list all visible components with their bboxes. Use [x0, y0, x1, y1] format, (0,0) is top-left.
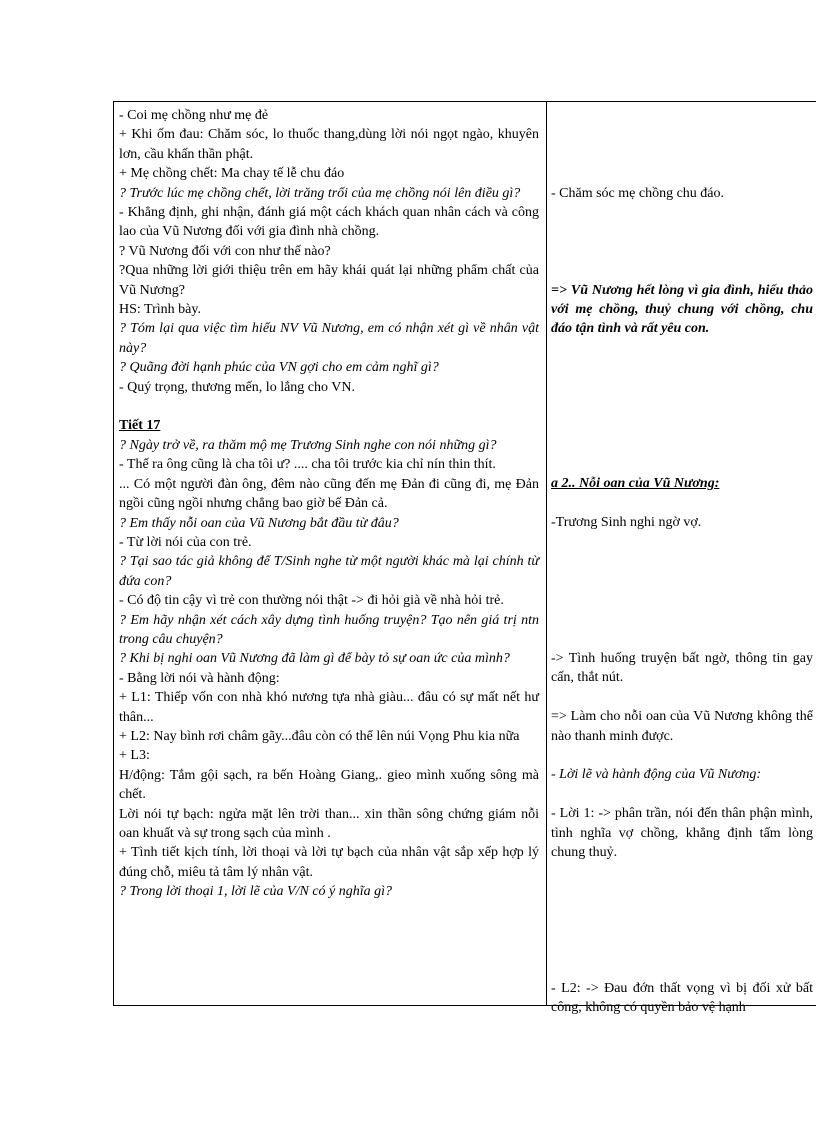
- blank-line: [119, 397, 539, 416]
- text-line: - Bằng lời nói và hành động:: [119, 670, 280, 686]
- blank-line: [551, 145, 813, 164]
- column-divider: [546, 102, 547, 1005]
- blank-line: [551, 397, 813, 416]
- question-line: ? Khi bị nghi oan Vũ Nương đã làm gì để bày tỏ sự oan ức của mình?: [119, 651, 510, 667]
- blank-line: [551, 882, 813, 901]
- blank-line: [551, 106, 813, 125]
- blank-line: [551, 940, 813, 959]
- text-line: + L1: Thiếp vốn con nhà khó nương tựa nhà giàu... đâu có sự mất nết hư thân...: [119, 690, 539, 725]
- blank-line: [551, 630, 813, 649]
- text-line: - Quý trọng, thương mến, lo lắng cho VN.: [119, 379, 355, 395]
- blank-line: [551, 358, 813, 377]
- text-line: - Từ lời nói của con trẻ.: [119, 534, 252, 550]
- lesson-heading: Tiết 17: [119, 418, 161, 434]
- blank-line: [551, 378, 813, 397]
- blank-line: [551, 455, 813, 474]
- subheading-line: - Lời lẽ và hành động của Vũ Nương:: [551, 767, 761, 783]
- question-line: ? Em hãy nhận xét cách xây dựng tình huống truyện? Tạo nên giá trị ntn trong câu chuyện?: [119, 612, 539, 647]
- question-line: ? Tại sao tác giả không để T/Sinh nghe từ một người khác mà lại chính từ đứa con?: [119, 554, 539, 589]
- text-line: ... Có một người đàn ông, đêm nào cũng đến mẹ Đản đi cũng đi, mẹ Đản ngồi cũng ngồi nhưng chẳng bao giờ bế Đản cả.: [119, 476, 539, 512]
- blank-line: [551, 746, 813, 765]
- text-line: + L3:: [119, 748, 150, 764]
- blank-line: [551, 222, 813, 241]
- text-line: - Lời 1: -> phân trần, nói đến thân phận mình, tình nghĩa vợ chồng, khẳng định tấm lòng chung thuỷ.: [551, 806, 813, 861]
- right-column: [551, 106, 813, 1018]
- text-line: - Chăm sóc mẹ chồng chu đáo.: [551, 185, 725, 201]
- text-line: - Thế ra ông cũng là cha tôi ư? .... cha tôi trước kia chỉ nín thin thít.: [119, 457, 496, 473]
- blank-line: [551, 688, 813, 707]
- blank-line: [551, 339, 813, 358]
- blank-line: [551, 125, 813, 144]
- question-line: ? Trước lúc mẹ chồng chết, lời trăng trối của mẹ chồng nói lên điều gì?: [119, 185, 521, 201]
- text-line: + L2: Nay bình rơi châm gãy...đâu còn có thể lên núi Vọng Phu kia nữa: [119, 728, 520, 744]
- blank-line: [551, 533, 813, 552]
- blank-line: [551, 261, 813, 280]
- text-line: - L2: -> Đau đớn thất vọng vì bị đối xử bất công, không có quyền bảo vệ hạnh: [551, 980, 813, 1016]
- text-line: ? Vũ Nương đối với con như thế nào?: [119, 243, 331, 259]
- blank-line: [551, 242, 813, 261]
- question-line: ? Tóm lại qua việc tìm hiểu NV Vũ Nương, em có nhận xét gì về nhân vật này?: [119, 321, 539, 356]
- text-line: ?Qua những lời giới thiệu trên em hãy khái quát lại những phẩm chất của Vũ Nương?: [119, 263, 539, 298]
- blank-line: [551, 416, 813, 435]
- blank-line: [551, 164, 813, 183]
- blank-line: [551, 785, 813, 804]
- blank-line: [551, 571, 813, 590]
- text-line: HS: Trình bày.: [119, 302, 201, 318]
- text-line: - Khẳng định, ghi nhận, đánh giá một cách khách quan nhân cách và công lao của Vũ Nương đối với gia đình nhà chồng.: [119, 205, 539, 240]
- question-line: ? Em thấy nỗi oan của Vũ Nương bắt đầu từ đâu?: [119, 515, 399, 531]
- question-line: ? Trong lời thoại 1, lời lẽ của V/N có ý nghĩa gì?: [119, 884, 393, 900]
- blank-line: [551, 591, 813, 610]
- text-line: -Trương Sinh nghi ngờ vợ.: [551, 515, 702, 531]
- blank-line: [551, 862, 813, 881]
- text-line: H/động: Tắm gội sạch, ra bến Hoàng Giang,. gieo mình xuống sông mà chết.: [119, 767, 539, 803]
- blank-line: [551, 203, 813, 222]
- text-line: -> Tình huống truyện bất ngờ, thông tin gay cấn, thắt nút.: [551, 651, 813, 686]
- blank-line: [551, 959, 813, 978]
- text-line: + Mẹ chồng chết: Ma chay tế lễ chu đáo: [119, 166, 345, 182]
- lesson-table: [113, 101, 816, 1016]
- text-line: - Có độ tin cậy vì trẻ con thường nói thật -> đi hỏi già về nhà hỏi trẻ.: [119, 593, 504, 609]
- blank-line: [551, 494, 813, 513]
- text-line: + Tình tiết kịch tính, lời thoại và lời tự bạch của nhân vật sắp xếp hợp lý đúng chỗ, miêu tả tâm lý nhân vật.: [119, 845, 539, 880]
- left-column: [119, 106, 539, 902]
- text-line: + Khi ốm đau: Chăm sóc, lo thuốc thang,dùng lời nói ngọt ngào, khuyên lơn, cầu khấn thần phật.: [119, 127, 539, 162]
- text-line: - Coi mẹ chồng như mẹ đẻ: [119, 108, 269, 123]
- text-line: Lời nói tự bạch: ngửa mặt lên trời than... xin thần sông chứng giám nỗi oan khuất và sự trong sạch của mình .: [119, 806, 539, 842]
- question-line: ? Quãng đời hạnh phúc của VN gợi cho em cảm nghĩ gì?: [119, 360, 439, 376]
- question-line: ? Ngày trở về, ra thăm mộ mẹ Trương Sinh nghe con nói những gì?: [119, 437, 497, 453]
- section-heading: a 2.. Nỗi oan của Vũ Nương:: [551, 476, 720, 492]
- blank-line: [551, 552, 813, 571]
- text-line: => Làm cho nỗi oan của Vũ Nương không thể nào thanh minh được.: [551, 709, 813, 744]
- blank-line: [551, 436, 813, 455]
- blank-line: [551, 901, 813, 920]
- summary-line: => Vũ Nương hết lòng vì gia đình, hiếu thảo với mẹ chồng, thuỷ chung với chồng, chu đáo tận tình và rất yêu con.: [551, 282, 813, 337]
- blank-line: [551, 921, 813, 940]
- blank-line: [551, 610, 813, 629]
